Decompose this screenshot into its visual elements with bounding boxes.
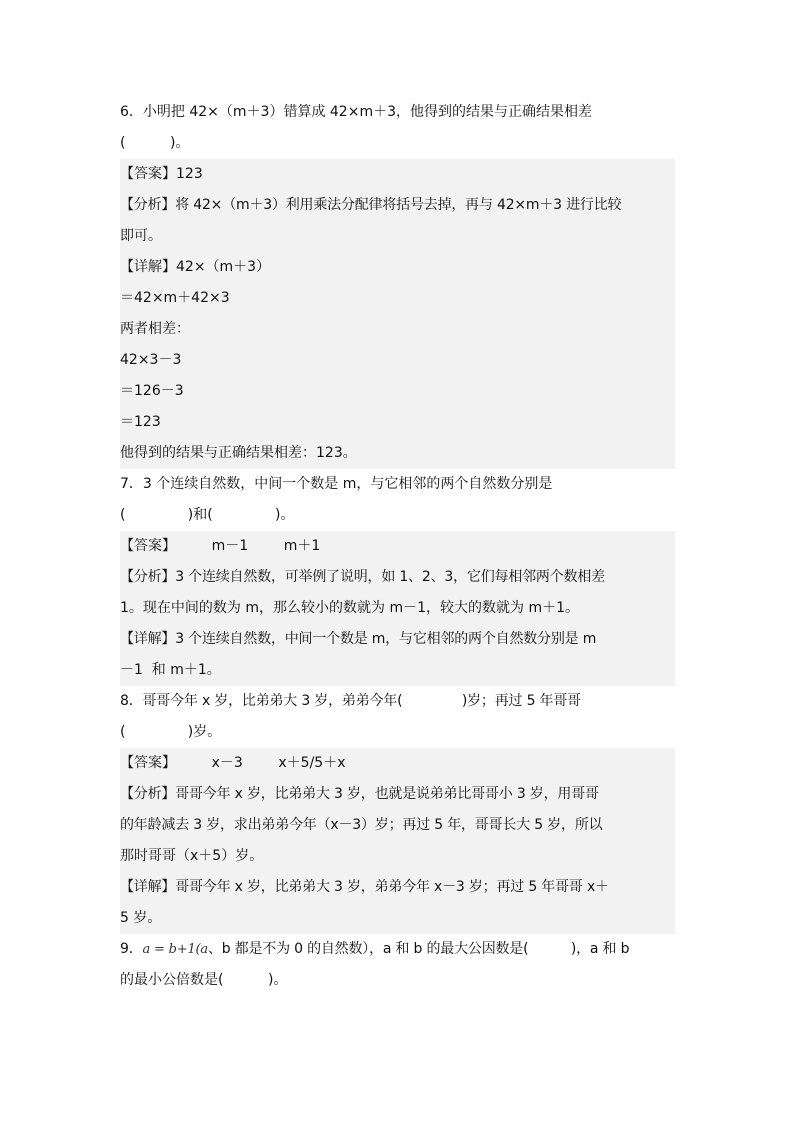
question-7 [120,469,675,531]
document-content [120,97,675,996]
question-text: ( )和( )。 [120,507,295,523]
question-text: 6．小明把 42×（m＋3）错算成 42×m＋3，他得到的结果与正确结果相差 [120,104,592,120]
question-text: ( )岁。 [120,724,222,740]
question-text: 7．3 个连续自然数，中间一个数是 m，与它相邻的两个自然数分别是 [120,476,553,492]
question-text [120,934,675,965]
detail-line: 5 岁。 [120,910,162,926]
question-text: 8．哥哥今年 x 岁，比弟弟大 3 岁，弟弟今年( )岁；再过 5 年哥哥 [120,693,581,709]
answer-line: 【答案】123 [120,166,203,182]
solution-box-7 [120,531,675,686]
solution-box-8 [120,748,675,934]
analysis-line: 即可。 [120,228,162,244]
detail-line: －1 和 m＋1。 [120,662,221,678]
question-text: 的最小公倍数是( )。 [120,972,288,988]
formula-image: a = b+1(a [142,942,208,957]
detail-line: ＝123 [120,414,161,430]
question-text: ( )。 [120,135,190,151]
detail-line: ＝42×m＋42×3 [120,290,230,306]
analysis-line: 【分析】将 42×（m＋3）利用乘法分配律将括号去掉，再与 42×m＋3 进行比较 [120,197,622,213]
question-9 [120,934,675,996]
detail-line: 两者相差： [120,321,190,337]
solution-box-6 [120,159,675,469]
detail-line: 【详解】哥哥今年 x 岁，比弟弟大 3 岁，弟弟今年 x－3 岁；再过 5 年哥哥 x＋ [120,879,609,895]
question-text-rest: 、b 都是不为 0 的自然数），a 和 b 的最大公因数是( )，a 和 b [207,941,630,957]
detail-line: 他得到的结果与正确结果相差：123。 [120,445,357,461]
analysis-line: 那时哥哥（x＋5）岁。 [120,848,264,864]
analysis-line: 的年龄减去 3 岁，求出弟弟今年（x－3）岁；再过 5 年，哥哥长大 5 岁，所以 [120,817,603,833]
detail-line: ＝126－3 [120,383,184,399]
answer-line: 【答案】 m－1 m＋1 [120,538,321,554]
analysis-line: 【分析】哥哥今年 x 岁，比弟弟大 3 岁，也就是说弟弟比哥哥小 3 岁，用哥哥 [120,786,599,802]
detail-line: 42×3－3 [120,352,182,368]
question-6 [120,97,675,159]
analysis-line: 【分析】3 个连续自然数，可举例了说明，如 1、2、3，它们每相邻两个数相差 [120,569,605,585]
detail-line: 【详解】42×（m＋3） [120,259,271,275]
question-8 [120,686,675,748]
analysis-line: 1。现在中间的数为 m，那么较小的数就为 m－1，较大的数就为 m＋1。 [120,600,579,616]
detail-line: 【详解】3 个连续自然数，中间一个数是 m，与它相邻的两个自然数分别是 m [120,631,597,647]
question-number: 9． [120,941,143,957]
answer-line: 【答案】 x－3 x＋5/5＋x [120,755,346,771]
